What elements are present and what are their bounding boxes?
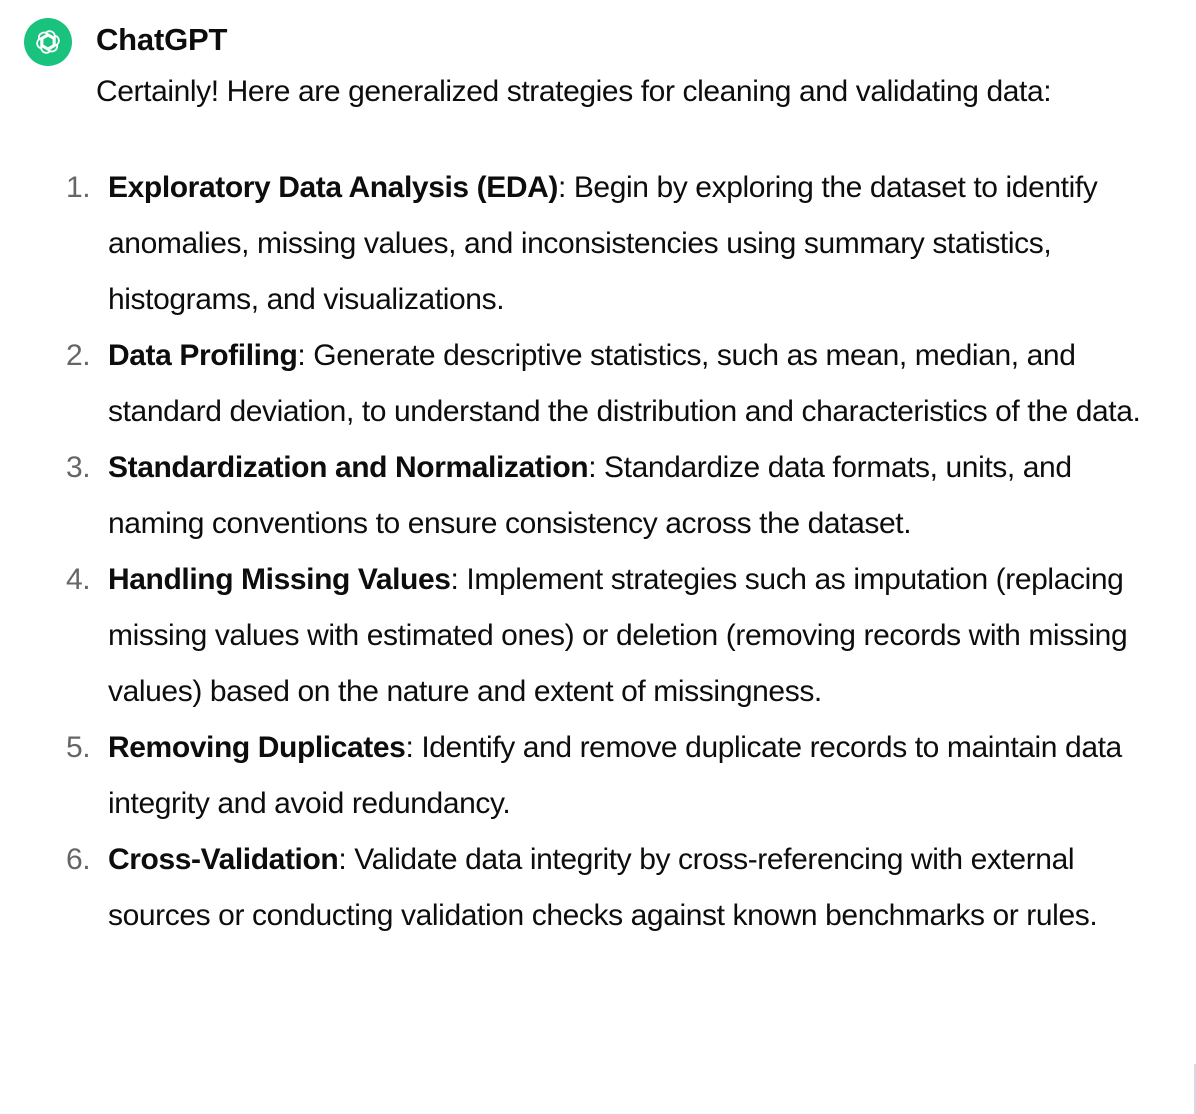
list-item-number: 3. — [66, 451, 91, 484]
message-author: ChatGPT — [96, 22, 228, 57]
list-item-title: Removing Duplicates — [108, 731, 406, 764]
openai-logo-icon — [31, 25, 65, 59]
list-item-text: : Begin by exploring the dataset to identify anomalies, missing values, and inconsistencies using summary statistics, histograms, and visualizations. — [108, 171, 1098, 316]
list-item — [0, 552, 1168, 720]
list-item-number: 5. — [66, 731, 91, 764]
list-item-title: Exploratory Data Analysis (EDA) — [108, 171, 558, 204]
list-item — [0, 720, 1168, 832]
list-item — [0, 440, 1168, 552]
strategy-list — [0, 160, 1196, 944]
list-item — [0, 832, 1168, 944]
list-item-title: Data Profiling — [108, 339, 298, 372]
list-item-text: : Implement strategies such as imputation (replacing missing values with estimated ones) or deletion (removing records with missing values) based on the nature and extent of missingness. — [108, 563, 1128, 708]
list-item-number: 2. — [66, 339, 91, 372]
list-item-number: 4. — [66, 563, 91, 596]
list-item — [0, 160, 1168, 328]
list-item — [0, 328, 1168, 440]
chatgpt-avatar — [24, 18, 72, 66]
list-item-text: : Generate descriptive statistics, such as mean, median, and standard deviation, to understand the distribution and characteristics of the data. — [108, 339, 1141, 428]
list-item-number: 1. — [66, 171, 91, 204]
list-item-text: : Identify and remove duplicate records to maintain data integrity and avoid redundancy. — [108, 731, 1122, 820]
list-item-title: Handling Missing Values — [108, 563, 451, 596]
list-item-text: : Validate data integrity by cross-referencing with external sources or conducting validation checks against known benchmarks or rules. — [108, 843, 1098, 932]
list-item-number: 6. — [66, 843, 91, 876]
list-item-title: Cross-Validation — [108, 843, 339, 876]
message-intro: Certainly! Here are generalized strategies for cleaning and validating data: — [96, 75, 1052, 108]
list-item-text: : Standardize data formats, units, and naming conventions to ensure consistency across the dataset. — [108, 451, 1072, 540]
list-item-title: Standardization and Normalization — [108, 451, 589, 484]
